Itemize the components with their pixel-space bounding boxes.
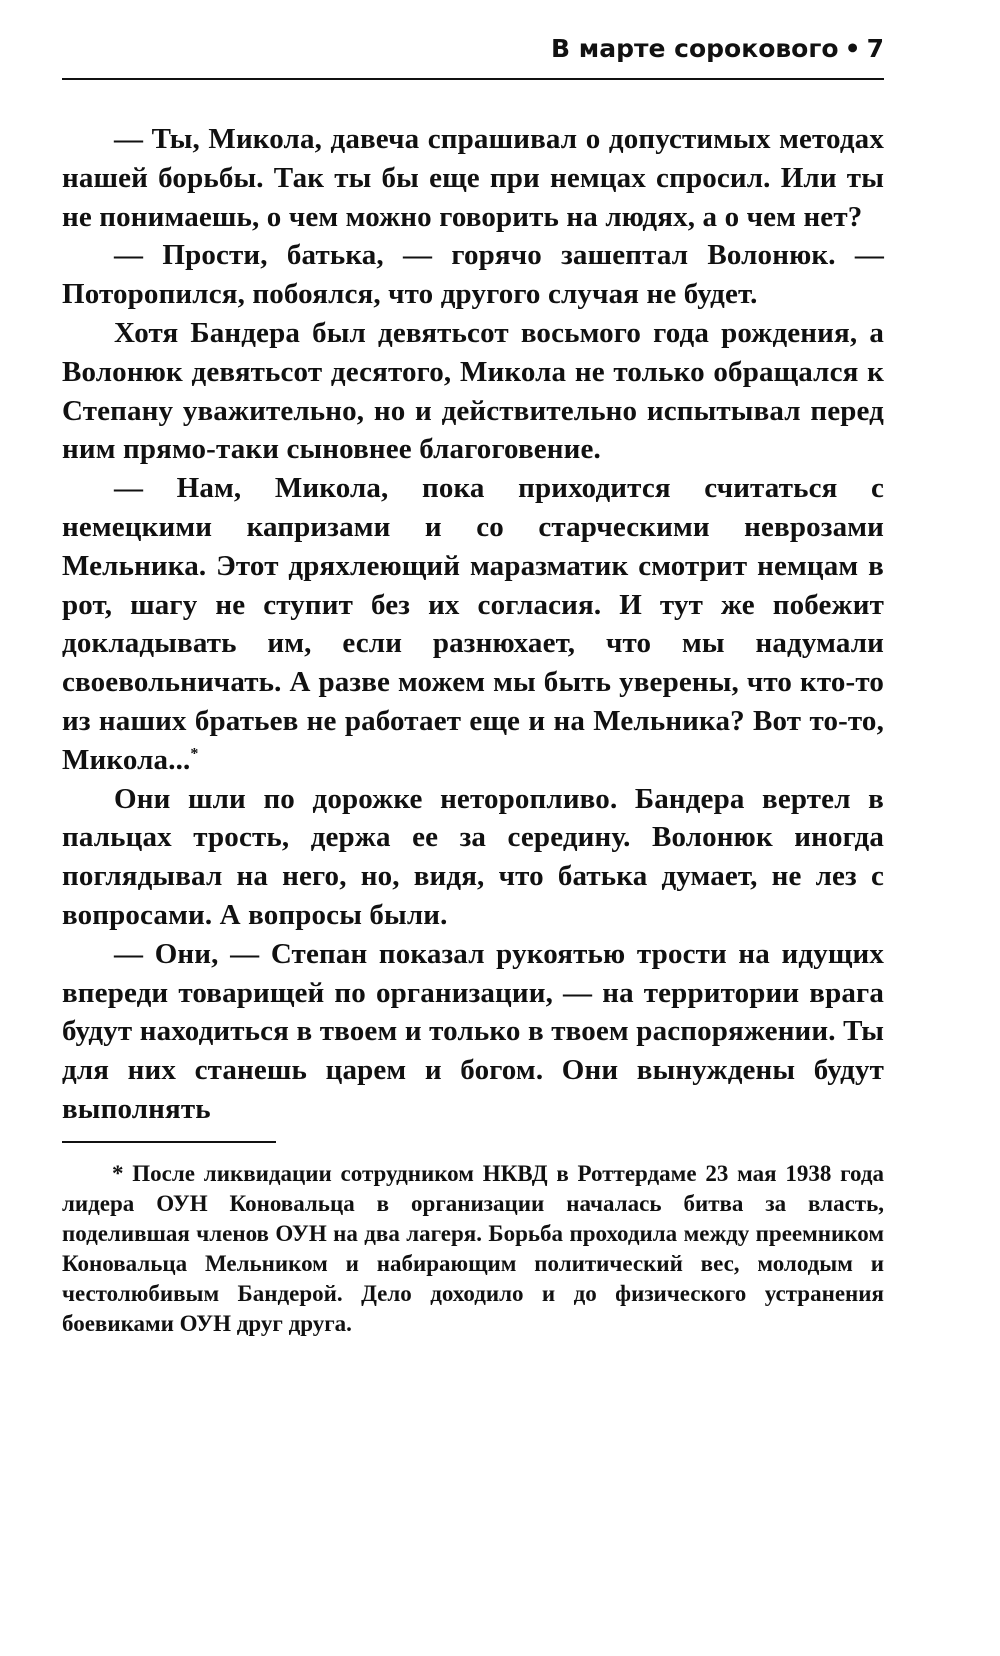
paragraph: Хотя Бандера был девятьсот восьмого года рождения, а Волонюк девятьсот десятого, Микола не только обращался к Степану уважительно, но и действительно испытывал перед ним прямо-таки сыновнее благоговение. bbox=[62, 316, 884, 466]
paragraph: — Они, — Степан показал рукоятью трости на идущих впереди товарищей по организации, — на территории врага будут находиться в твоем и только в твоем распоряжении. Ты для них станешь царем и богом. Они вынуждены будут выполнять bbox=[62, 937, 884, 1125]
paragraph bbox=[62, 469, 884, 779]
book-page bbox=[62, 28, 912, 1628]
footnote-marker: * bbox=[190, 745, 199, 763]
running-header bbox=[62, 28, 912, 70]
paragraph-text: — Нам, Микола, пока приходится считаться с немецкими капризами и со старческими неврозами Мельника. Этот дряхлеющий маразматик смотрит немцам в рот, шагу не ступит без их согласия. И тут же побежит докладывать им, если разнюхает, что мы надумали своевольничать. А разве можем мы быть уверены, что кто-то из наших братьев не работает еще и на Мельника? Вот то-то, Микола... bbox=[62, 472, 884, 776]
running-title: В марте сорокового bbox=[551, 34, 839, 63]
footnote-rule bbox=[62, 1141, 276, 1143]
paragraph: — Прости, батька, — горячо зашептал Волонюк. — Поторопился, побоялся, что другого случая не будет. bbox=[62, 239, 884, 311]
paragraph: Они шли по дорожке неторопливо. Бандера вертел в пальцах трость, держа ее за середину. Волонюк иногда поглядывал на него, но, видя, что батька думает, не лез с вопросами. А вопросы были. bbox=[62, 782, 884, 931]
header-separator: • bbox=[844, 34, 861, 63]
paragraph: — Ты, Микола, давеча спрашивал о допустимых методах нашей борьбы. Так ты бы еще при немцах спросил. Или ты не понимаешь, о чем можно говорить на людях, а о чем нет? bbox=[62, 123, 884, 233]
body-text bbox=[62, 120, 884, 1129]
header-rule bbox=[62, 78, 884, 80]
footnote: * После ликвидации сотрудником НКВД в Роттердаме 23 мая 1938 года лидера ОУН Коновальца в организации началась битва за власть, поделившая членов ОУН на два лагеря. Борьба проходила между преемником Коновальца Мельником и набирающим политический вес, молодым и честолюбивым Бандерой. Дело доходило и до физического устранения боевиками ОУН друг друга. bbox=[62, 1160, 884, 1336]
page-number: 7 bbox=[866, 34, 884, 63]
